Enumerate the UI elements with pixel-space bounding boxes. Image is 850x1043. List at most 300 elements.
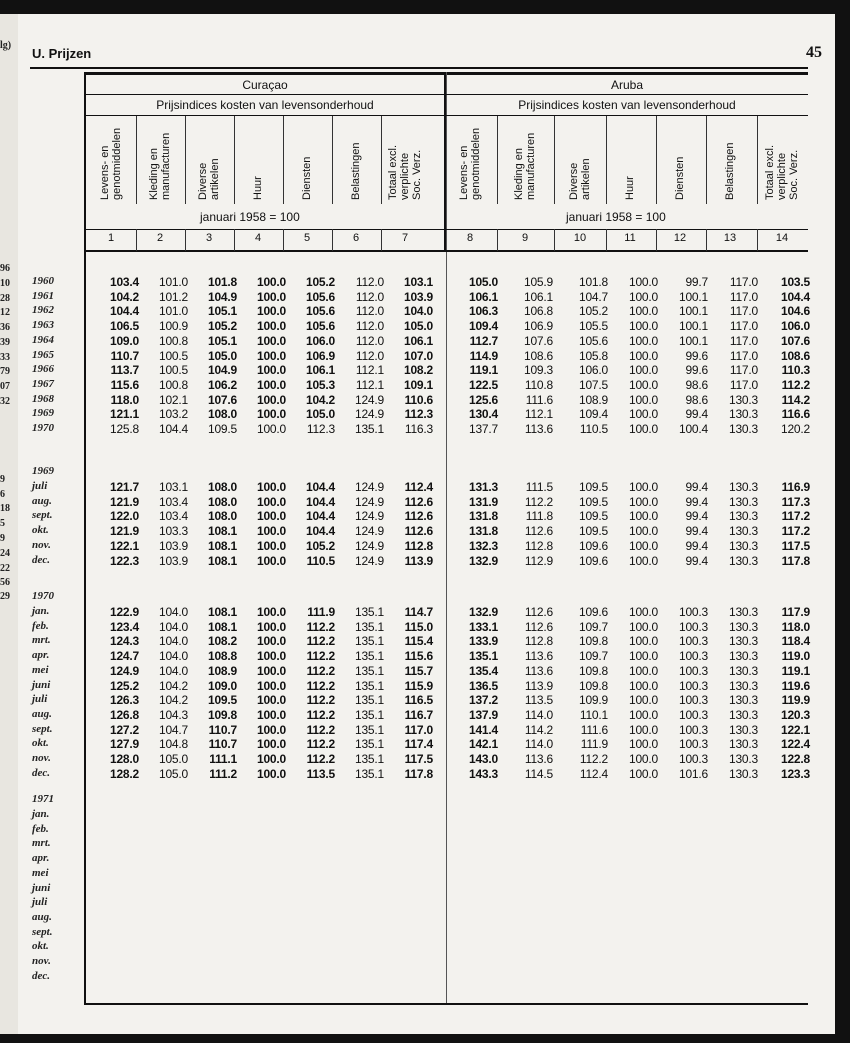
table-cell: 108.6: [523, 348, 553, 363]
table-cell: 108.0: [207, 407, 237, 422]
table-cell: 105.0: [207, 348, 237, 363]
table-cell: 104.4: [158, 422, 188, 436]
column-number-rule: [656, 229, 657, 251]
previous-page-fragment: 07: [0, 381, 10, 392]
table-cell: 135.1: [354, 737, 384, 752]
table-cell: 110.8: [524, 377, 553, 392]
row-label: aug.: [32, 494, 52, 507]
table-bottom-rule: [84, 1003, 808, 1005]
table-cell: 100.0: [256, 619, 286, 634]
table-cell: 117.4: [404, 737, 433, 752]
table-cell: 106.1: [403, 333, 433, 348]
page-number: 45: [806, 44, 822, 61]
row-label: 1969: [32, 407, 54, 420]
table-cell: 130.3: [728, 538, 758, 553]
table-cell: 142.1: [468, 737, 498, 752]
table-cell: 104.3: [158, 707, 188, 722]
table-cell: 100.0: [256, 678, 286, 693]
table-cell: 109.5: [578, 494, 608, 509]
table-cell: 119.6: [781, 678, 810, 693]
table-cell: 130.3: [728, 407, 758, 422]
table-cell: 100.0: [256, 509, 286, 524]
table-cell: 124.9: [354, 480, 384, 494]
table-cell: 100.0: [628, 333, 658, 348]
table-cell: 112.3: [404, 407, 433, 422]
group-name-curacao: Curaçao: [242, 78, 288, 92]
scan-right-edge: [835, 0, 850, 1043]
table-cell: 112.0: [355, 319, 384, 334]
table-cell: 103.9: [403, 289, 433, 304]
column-rule: [656, 116, 657, 204]
table-cell: 105.1: [207, 304, 237, 319]
table-cell: 100.0: [628, 663, 658, 678]
table-cell: 135.1: [354, 605, 384, 619]
column-header: Huur: [252, 176, 264, 200]
table-cell: 112.0: [355, 333, 384, 348]
row-label: okt.: [32, 737, 49, 750]
header-rule: [30, 67, 808, 69]
table-cell: 131.3: [468, 480, 498, 494]
table-cell: 143.0: [468, 752, 498, 766]
table-cell: 124.9: [354, 407, 384, 422]
column-rule: [706, 116, 707, 204]
group-name-rule: [84, 94, 808, 95]
table-cell: 113.6: [524, 663, 553, 678]
table-cell: 100.3: [678, 707, 708, 722]
column-header: Huur: [624, 176, 636, 200]
table-cell: 123.3: [780, 766, 810, 781]
table-cell: 113.9: [404, 553, 433, 568]
table-cell: 104.2: [158, 678, 188, 693]
row-label: dec.: [32, 969, 51, 982]
table-cell: 108.1: [207, 524, 237, 539]
table-cell: 100.0: [256, 707, 286, 722]
table-cell: 104.0: [403, 304, 433, 319]
table-cell: 100.0: [628, 319, 658, 334]
table-cell: 104.4: [109, 304, 139, 319]
table-cell: 130.3: [728, 619, 758, 634]
table-cell: 100.0: [256, 766, 286, 781]
row-label: nov.: [32, 538, 51, 551]
column-rule: [554, 116, 555, 204]
table-cell: 104.0: [158, 634, 188, 649]
table-cell: 107.5: [578, 377, 608, 392]
table-cell: 112.6: [524, 605, 553, 619]
table-cell: 117.0: [729, 319, 758, 334]
table-cell: 100.0: [256, 333, 286, 348]
table-cell: 99.6: [685, 363, 708, 378]
table-cell: 118.0: [781, 619, 810, 634]
table-cell: 130.3: [728, 634, 758, 649]
table-cell: 109.7: [578, 649, 608, 664]
table-cell: 112.1: [524, 407, 553, 422]
table-cell: 125.6: [468, 392, 498, 407]
row-label: jan.: [32, 605, 50, 617]
table-cell: 104.7: [578, 289, 608, 304]
table-cell: 117.5: [781, 538, 810, 553]
table-cell: 112.9: [524, 553, 553, 568]
table-cell: 104.0: [158, 649, 188, 664]
row-label: apr.: [32, 649, 50, 662]
table-cell: 115.4: [404, 634, 433, 649]
table-cell: 104.7: [158, 722, 188, 737]
table-cell: 130.4: [468, 407, 498, 422]
table-cell: 108.1: [207, 619, 237, 634]
table-cell: 130.3: [728, 553, 758, 568]
table-cell: 117.2: [781, 524, 810, 539]
table-cell: 107.6: [523, 333, 553, 348]
table-cell: 110.3: [781, 363, 810, 378]
table-cell: 103.3: [158, 524, 188, 539]
column-number-rule: [234, 229, 235, 251]
table-cell: 100.3: [678, 605, 708, 619]
table-cell: 113.9: [524, 678, 553, 693]
table-cell: 122.4: [780, 737, 810, 752]
table-cell: 109.5: [207, 693, 237, 708]
table-cell: 115.0: [404, 619, 433, 634]
row-label: apr.: [32, 852, 50, 865]
table-cell: 105.0: [158, 752, 188, 766]
table-cell: 100.5: [158, 363, 188, 378]
table-cell: 105.2: [207, 319, 237, 334]
table-cell: 100.0: [628, 422, 658, 436]
table-cell: 135.1: [354, 422, 384, 436]
row-label: aug.: [32, 910, 52, 923]
table-cell: 98.6: [685, 392, 708, 407]
row-label: sept.: [32, 722, 53, 735]
table-cell: 100.3: [678, 678, 708, 693]
table-cell: 120.3: [780, 707, 810, 722]
table-cell: 108.1: [207, 538, 237, 553]
group-name-aruba: Aruba: [610, 78, 644, 92]
table-cell: 113.6: [524, 649, 553, 664]
table-cell: 100.3: [678, 752, 708, 766]
table-cell: 109.6: [578, 553, 608, 568]
table-cell: 100.0: [256, 348, 286, 363]
column-number-rule: [554, 229, 555, 251]
table-cell: 135.1: [354, 722, 384, 737]
table-cell: 103.2: [158, 407, 188, 422]
table-cell: 121.1: [109, 407, 139, 422]
table-cell: 115.6: [110, 377, 139, 392]
table-cell: 103.1: [403, 275, 433, 289]
row-label: juli: [32, 480, 48, 492]
table-cell: 106.1: [305, 363, 335, 378]
table-cell: 108.9: [578, 392, 608, 407]
table-cell: 111.2: [209, 766, 237, 781]
column-number-rule: [497, 229, 498, 251]
table-cell: 112.8: [524, 634, 553, 649]
table-cell: 104.9: [207, 363, 237, 378]
table-cell: 122.3: [109, 553, 139, 568]
row-label: mrt.: [32, 634, 51, 647]
table-cell: 119.1: [469, 363, 498, 378]
table-cell: 100.1: [678, 319, 708, 334]
row-label: 1966: [32, 363, 54, 376]
table-cell: 100.0: [628, 722, 658, 737]
row-label: mrt.: [32, 837, 51, 850]
table-cell: 105.5: [578, 319, 608, 334]
column-number: 8: [466, 232, 474, 244]
table-cell: 111.9: [580, 737, 608, 752]
table-cell: 112.3: [306, 422, 335, 436]
table-cell: 100.3: [678, 649, 708, 664]
table-cell: 103.4: [158, 494, 188, 509]
table-cell: 100.3: [678, 737, 708, 752]
previous-page-fragment: 22: [0, 563, 10, 574]
table-cell: 137.7: [468, 422, 498, 436]
table-cell: 130.3: [728, 752, 758, 766]
table-cell: 122.5: [468, 377, 498, 392]
table-cell: 130.3: [728, 422, 758, 436]
table-cell: 117.8: [404, 766, 433, 781]
table-cell: 100.3: [678, 663, 708, 678]
table-cell: 135.1: [354, 707, 384, 722]
table-cell: 101.0: [158, 275, 188, 289]
previous-page-fragment: 5: [0, 518, 5, 529]
table-cell: 100.0: [628, 766, 658, 781]
table-cell: 100.9: [158, 319, 188, 334]
table-cell: 118.0: [110, 392, 139, 407]
table-cell: 103.4: [109, 275, 139, 289]
row-label: juni: [32, 678, 51, 691]
table-cell: 99.4: [685, 524, 708, 539]
table-cell: 111.1: [209, 752, 237, 766]
table-cell: 122.9: [109, 605, 139, 619]
table-cell: 109.4: [468, 319, 498, 334]
table-cell: 101.2: [158, 289, 188, 304]
table-cell: 100.0: [628, 619, 658, 634]
table-cell: 130.3: [728, 524, 758, 539]
table-cell: 99.4: [685, 538, 708, 553]
table-cell: 100.0: [256, 377, 286, 392]
table-cell: 100.0: [256, 693, 286, 708]
row-label: dec.: [32, 766, 51, 779]
table-cell: 115.9: [404, 678, 433, 693]
table-cell: 109.8: [578, 634, 608, 649]
table-cell: 108.8: [207, 649, 237, 664]
table-cell: 128.0: [109, 752, 139, 766]
table-cell: 131.8: [468, 524, 498, 539]
previous-page-fragment: 6: [0, 489, 5, 500]
table-cell: 133.1: [468, 619, 498, 634]
table-cell: 115.7: [404, 663, 433, 678]
table-cell: 126.3: [109, 693, 139, 708]
table-cell: 100.0: [628, 737, 658, 752]
table-cell: 105.2: [305, 538, 335, 553]
column-number: 6: [352, 232, 360, 244]
table-cell: 112.2: [306, 663, 335, 678]
table-cell: 111.5: [525, 480, 553, 494]
table-cell: 102.1: [158, 392, 188, 407]
row-label: 1961: [32, 289, 54, 302]
table-cell: 117.9: [781, 605, 810, 619]
row-label: mei: [32, 663, 49, 676]
column-rule: [757, 116, 758, 204]
table-cell: 106.0: [305, 333, 335, 348]
table-cell: 100.0: [628, 634, 658, 649]
table-cell: 105.0: [305, 407, 335, 422]
table-cell: 130.3: [728, 737, 758, 752]
table-cell: 115.6: [404, 649, 433, 664]
table-cell: 100.0: [628, 509, 658, 524]
table-cell: 100.1: [678, 304, 708, 319]
table-cell: 117.0: [729, 333, 758, 348]
table-cell: 100.0: [628, 693, 658, 708]
table-cell: 99.4: [685, 509, 708, 524]
table-cell: 127.9: [109, 737, 139, 752]
table-cell: 100.0: [256, 634, 286, 649]
table-cell: 104.0: [158, 663, 188, 678]
row-label: okt.: [32, 940, 49, 953]
column-number: 2: [156, 232, 164, 244]
table-cell: 104.6: [780, 304, 810, 319]
table-cell: 112.2: [306, 634, 335, 649]
table-cell: 100.0: [628, 538, 658, 553]
table-cell: 117.0: [729, 289, 758, 304]
table-cell: 99.7: [685, 275, 708, 289]
table-cell: 108.0: [207, 494, 237, 509]
table-cell: 106.9: [523, 319, 553, 334]
table-cell: 124.9: [354, 392, 384, 407]
row-label: okt.: [32, 524, 49, 537]
table-cell: 104.2: [305, 392, 335, 407]
table-cell: 135.4: [468, 663, 498, 678]
column-number: 7: [401, 232, 409, 244]
table-cell: 109.1: [403, 377, 433, 392]
table-cell: 137.2: [468, 693, 498, 708]
previous-page-fragment: 39: [0, 337, 10, 348]
table-cell: 112.4: [404, 480, 433, 494]
table-cell: 135.1: [354, 649, 384, 664]
table-cell: 112.6: [524, 619, 553, 634]
table-cell: 108.9: [207, 663, 237, 678]
table-cell: 100.0: [256, 722, 286, 737]
table-cell: 109.8: [207, 707, 237, 722]
table-cell: 100.0: [628, 480, 658, 494]
previous-page-fragment: 24: [0, 548, 10, 559]
table-cell: 113.5: [306, 766, 335, 781]
table-cell: 99.4: [685, 407, 708, 422]
table-cell: 100.0: [256, 737, 286, 752]
table-cell: 113.6: [524, 422, 553, 436]
table-cell: 100.0: [628, 752, 658, 766]
table-cell: 126.8: [109, 707, 139, 722]
table-cell: 100.0: [628, 407, 658, 422]
table-cell: 105.6: [305, 319, 335, 334]
table-cell: 117.0: [729, 304, 758, 319]
table-cell: 100.0: [256, 275, 286, 289]
table-cell: 104.4: [305, 509, 335, 524]
table-cell: 107.6: [207, 392, 237, 407]
table-cell: 103.1: [158, 480, 188, 494]
column-rule: [497, 116, 498, 204]
table-cell: 108.6: [780, 348, 810, 363]
table-cell: 104.2: [109, 289, 139, 304]
previous-page-edge: [0, 14, 18, 1034]
table-cell: 110.7: [208, 737, 237, 752]
table-cell: 135.1: [354, 678, 384, 693]
table-left-rule: [84, 72, 86, 1005]
table-cell: 99.4: [685, 494, 708, 509]
previous-page-fragment: 79: [0, 366, 10, 377]
table-cell: 114.2: [781, 392, 810, 407]
table-cell: 100.0: [628, 605, 658, 619]
table-cell: 106.5: [109, 319, 139, 334]
year-label: 1969: [32, 465, 54, 477]
table-cell: 105.0: [468, 275, 498, 289]
table-cell: 114.5: [524, 766, 553, 781]
column-number-rule: [332, 229, 333, 251]
table-cell: 130.3: [728, 707, 758, 722]
row-label: dec.: [32, 553, 51, 566]
previous-page-fragment: 9: [0, 474, 5, 485]
table-cell: 112.6: [404, 494, 433, 509]
table-cell: 104.4: [305, 524, 335, 539]
table-cell: 137.9: [468, 707, 498, 722]
group-subtitle-curacao: Prijsindices kosten van levensonderhoud: [156, 98, 374, 112]
table-cell: 130.3: [728, 509, 758, 524]
table-cell: 106.0: [578, 363, 608, 378]
table-cell: 112.2: [306, 693, 335, 708]
table-cell: 105.0: [158, 766, 188, 781]
table-cell: 100.3: [678, 619, 708, 634]
table-cell: 103.9: [158, 553, 188, 568]
table-cell: 100.4: [678, 422, 708, 436]
table-cell: 121.9: [109, 524, 139, 539]
table-cell: 100.0: [628, 707, 658, 722]
table-cell: 105.6: [305, 289, 335, 304]
table-cell: 112.2: [524, 494, 553, 509]
table-cell: 130.3: [728, 693, 758, 708]
row-label: 1965: [32, 348, 54, 361]
table-cell: 135.1: [354, 619, 384, 634]
table-cell: 133.9: [468, 634, 498, 649]
column-number: 3: [205, 232, 213, 244]
table-cell: 112.8: [524, 538, 553, 553]
row-label: feb.: [32, 822, 49, 835]
table-cell: 112.6: [524, 524, 553, 539]
table-cell: 103.9: [158, 538, 188, 553]
table-cell: 100.0: [628, 392, 658, 407]
section-title: U. Prijzen: [32, 46, 92, 61]
table-cell: 109.9: [578, 693, 608, 708]
column-number-rule-bottom: [84, 250, 808, 252]
table-cell: 98.6: [685, 377, 708, 392]
table-cell: 130.3: [728, 480, 758, 494]
table-cell: 100.0: [256, 304, 286, 319]
table-cell: 109.6: [578, 605, 608, 619]
column-header: Levens- en genotmiddelen: [458, 127, 482, 200]
table-cell: 124.9: [354, 509, 384, 524]
table-cell: 100.0: [256, 605, 286, 619]
table-cell: 104.9: [207, 289, 237, 304]
table-cell: 99.4: [685, 480, 708, 494]
table-cell: 100.0: [256, 407, 286, 422]
table-cell: 104.0: [158, 605, 188, 619]
table-cell: 121.7: [109, 480, 139, 494]
table-cell: 130.3: [728, 766, 758, 781]
row-label: juli: [32, 693, 48, 706]
table-cell: 103.4: [158, 509, 188, 524]
table-cell: 100.0: [256, 392, 286, 407]
column-number: 14: [775, 232, 789, 244]
row-label: mei: [32, 866, 49, 879]
table-cell: 100.3: [678, 722, 708, 737]
row-label: juli: [32, 896, 48, 909]
table-cell: 110.5: [579, 422, 608, 436]
table-cell: 111.8: [525, 509, 553, 524]
